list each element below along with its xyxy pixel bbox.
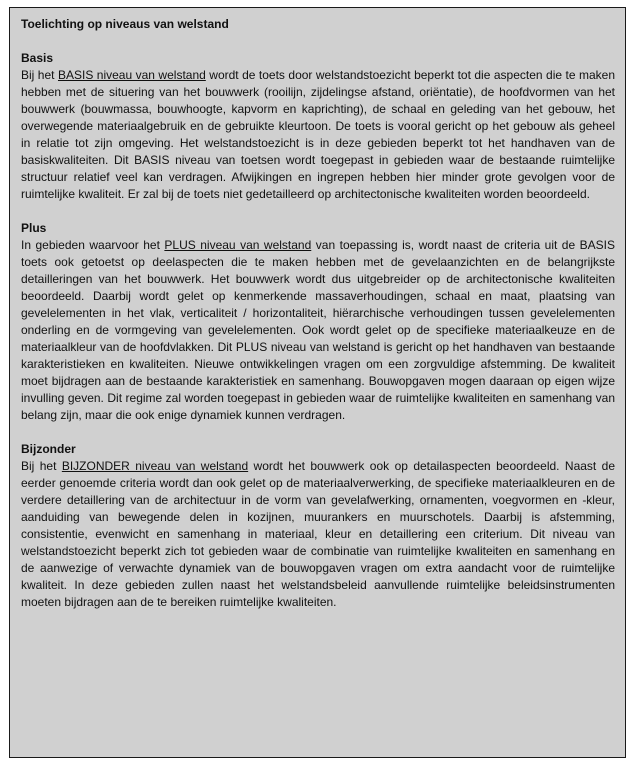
level-term: BIJZONDER niveau van welstand <box>61 459 249 473</box>
body-text: wordt het bouwwerk ook op detailaspecten beoordeeld. Naast de eerder genoemde criteria wordt dan ook gelet op de materiaalverwerking, de specifieke materiaalkleuren en de verdere detaillering van de architectuur in de vorm van gevelafwerking, ornamenten, voegvormen en -kleur, aanduiding van bewegende delen in kozijnen, muurankers en muurschotels. Daarbij is afstemming, consistentie, evenwicht en samenhang in materiaal, kleur en detaillering een criterium. Dit niveau van welstandstoezicht beperkt zich tot gebieden waar de combinatie van ruimtelijke kwaliteiten en samenhang en de aanwezige of verwachte dynamiek van de bouwopgaven vragen om extra aandacht voor de ruimtelijke kwaliteit. In deze gebieden zullen naast het welstandsbeleid aanvullende ruimtelijke beleidsinstrumenten moeten bijdragen aan de te bereiken ruimtelijke kwaliteiten. <box>21 459 616 609</box>
level-term: PLUS niveau van welstand <box>164 238 312 252</box>
section-heading: Basis <box>21 51 54 65</box>
section-heading: Plus <box>21 221 47 235</box>
text-box <box>9 7 626 758</box>
section-body <box>21 458 615 611</box>
level-term: BASIS niveau van welstand <box>57 68 206 82</box>
body-prefix: Bij het <box>21 68 58 82</box>
body-prefix: Bij het <box>21 459 62 473</box>
body-text: wordt de toets door welstandstoezicht beperkt tot die aspecten die te maken hebben met de situering van het bouwwerk (rooilijn, zijdelingse afstand, oriëntatie), de hoofdvormen van het bouwwerk (bouwmassa, bouwhoogte, kapvorm en kaprichting), de schaal en geleding van het gebouw, het overwegende materiaalgebruik en de gebruikte kleurtoon. De toets is vooral gericht op het gebouw als geheel in relatie tot zijn omgeving. Het welstandstoezicht is in deze gebieden beperkt tot het handhaven van de basiskwaliteiten. Dit BASIS niveau van toetsen wordt toegepast in gebieden waar de bestaande ruimtelijke structuur relatief veel kan verdragen. Afwijkingen en ingrepen hebben hier minder grote gevolgen voor de ruimtelijke kwaliteit. Er zal bij de toets niet gedetailleerd op architectonische kwaliteiten worden beoordeeld. <box>21 68 616 201</box>
body-prefix: In gebieden waarvoor het <box>21 238 165 252</box>
section-heading: Bijzonder <box>21 442 76 456</box>
section-bijzonder <box>21 441 615 611</box>
section-body <box>21 237 615 424</box>
section-body <box>21 67 615 203</box>
document-title: Toelichting op niveaus van welstand <box>21 17 229 31</box>
section-basis <box>21 50 615 203</box>
body-text: van toepassing is, wordt naast de criteria uit de BASIS toets ook getoetst op deelaspecten die te maken hebben met de gevelaanzichten en de belangrijkste detailleringen van het bouwwerk. Het bouwwerk wordt dus uitgebreider op de architectonische kwaliteiten beoordeeld. Daarbij wordt gelet op kenmerkende massaverhoudingen, schaal en maat, plaatsing van gevelelementen in het vlak, verticaliteit / horizontaliteit, hiërarchische verhoudingen tussen gevelelementen onderling en de vormgeving van gevelelementen. Ook wordt gelet op de specifieke materiaalkeuze en de materiaalkleur van de hoofdvlakken. Dit PLUS niveau van welstand is gericht op het handhaven van bestaande karakteristieken en kwaliteiten. Nieuwe ontwikkelingen vragen om een zorgvuldige afstemming. De kwaliteit moet bijdragen aan de bestaande karakteristiek en samenhang. Bouwopgaven mogen daaraan op eigen wijze invulling geven. Dit regime zal worden toegepast in gebieden waar de ruimtelijke kwaliteiten en samenhang van belang zijn, maar die ook enige dynamiek kunnen verdragen. <box>21 238 615 422</box>
section-plus <box>21 220 615 424</box>
